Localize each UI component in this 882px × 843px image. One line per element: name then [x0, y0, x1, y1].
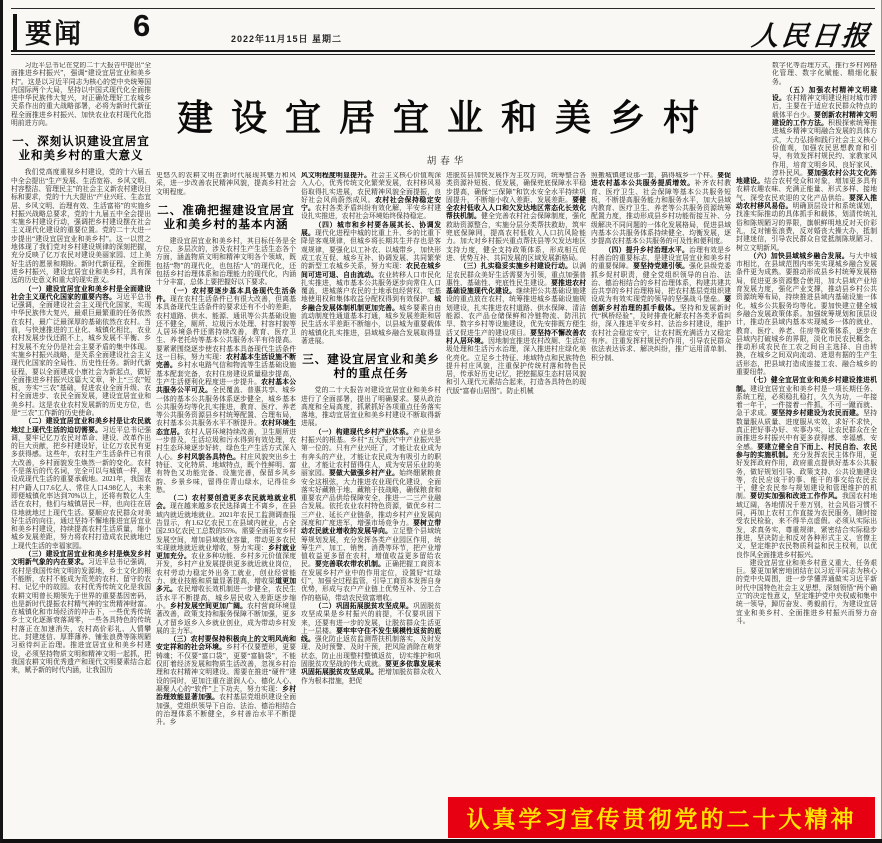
paragraph: （一）构建现代乡村产业体系。产业是乡村振兴的根基。乡村“五大振兴”中产业振兴是第一位的。只有产业兴旺了，才能让农业成为有奔头的产业，才能让农民成为有吸引力的职业，才能让农村留得住人，成为安居乐业的美丽家园。要做大做强乡村产业。始终绷紧粮食安全这根弦，大力推进农业现代化建设，全面落实好藏粮于地、藏粮于技战略，确保粮食和重要农产品供给保障安全，推进一二三产业融合发展。依托农业农村特色资源，做优乡村二三产业、延长产业链条，推动乡村产业发展向深度和广度进军，增强市场竞争力。要树立带动农民就业增收的发展导向。立足整个县域统筹规划发展，充分发挥各类产业园区作用，统筹生产、加工、销售、消费等环节，把产业增值收益更多留在农村，增值收益更多留给农民。要完善联农带农机制。正确把握工商资本在发展乡村产业中的作用定位，设置好“红绿灯”，加强全过程监管，引导工商资本发挥自身优势，形成与农户产业链上优势互补、分工合作的格局，带动农民致富增收。	[301, 428, 441, 602]
paragraph: （一）农村要逐步基本具备现代生活条件。现在农村生活条件已有很大改善，但离基本具备现代生活条件的要求还有不小的差距，农村道路、供水、能源、通讯等公共基础设施还不健全，厕所、垃圾污水处理、村容村貌等人居环境条件还需持续改善，教育、医疗卫生、养老托幼等基本公共服务水平有待提高。要紧紧围绕逐步使农村基本具备现代生活条件这一目标，努力实现：农村基本生活设施不断完善。乡村水电路气信和物流等生活基础设施基本配套完备，农村住房建设质量稳步提高，生产生活便利化程度进一步提升。农村基本公共服务公平可及。全民覆盖、普惠共享、城乡一体的基本公共服务体系逐步健全，城乡基本公共服务均等化扎实推进，教育、医疗、养老等公共服务资源县乡村统筹配置、合理布局，农村基本公共服务水平不断提升。农村环境生态宜居。农村人居环境持续改善，卫生厕所进一步普及，生活垃圾和污水得到有效处理，农村生态环境逐步好转，绿色生产生活方式深入人心。乡村风貌各具特色。村庄风貌突出乡土特征、文化特质、地域特点，既个性鲜明、富有特色又功能完备、设施完善，保留乡风乡韵、乡景乡味，留得住青山绿水，记得住乡愁。	[156, 287, 296, 494]
paragraph: （三）农村要保持积极向上的文明风尚和安定祥和的社会环境。乡村不仅要塑形，更要铸魂；不仅要“富口袋”，更要“富脑袋”，不能仅盯着经济发展和物质生活改善，忽视乡村治理和农村精神文明建设。需要在推进“硬件”建设的同时，更加注重在滋润人心、德化人心、凝聚人心的“软件”上下功夫，努力实现：乡村治理效能显著加强。农村基层党组织建设全面加强，党组织领导下自治、法治、德治相结合的治理体系不断健全，乡村善治水平不断提升。乡	[156, 636, 296, 727]
paragraph: 我们党高度重视乡村建设，党的十六届五中全会提出“生产发展、生活宽裕、乡风文明、村容整洁、管理民主”的社会主义新农村建设目标和要求，党的十九大提出“产业兴旺、生态宜居、乡风文明、治理有效、生活富裕”的实施乡村振兴战略总要求，党的十九届五中全会提出实施乡村建设行动，强调把乡村建设摆在社会主义现代化建设的重要位置。党的二十大进一步提出“建设宜居宜业和美乡村”。这一以贯之地体现了我们党对乡村建设规律的深刻把握，充分反映了亿万农民对建设美丽家园、过上美好生活的愿景和期盼。新时代新征程，全面推进乡村振兴，建设宜居宜业和美乡村，具有深远的历史意义和重大的现实意义。	[11, 169, 151, 285]
paragraph: （一）建设宜居宜业和美乡村是全面建设社会主义现代化国家的重要内容。习近平总书记强调，全面建设社会主义现代化国家，实现中华民族伟大复兴，最艰巨最繁重的任务依然在农村，最广泛最深厚的基础依然在农村。当前，与快速推进的工业化、城镇化相比，农业农村发展步伐还跟不上，城乡发展不平衡、乡村发展不充分仍是社会主要矛盾的集中体现。实施乡村振兴战略，是关系全面建设社会主义现代化国家的全局性、历史性任务。新时代新征程，要以全面建成小康社会为新起点，做好全面推进乡村振兴这篇大文章，补上“三农”短板，夯实“三农”基础，促进农业全面升级、农村全面进步、农民全面发展，建设宜居宜业和美乡村。这是农业农村发展新的历史方位，也是“三农”工作新的历史使命。	[11, 285, 151, 417]
body-column-6	[736, 62, 877, 792]
paragraph: 照搬城镇建设那一套，搞得城乡一个样。要促进农村基本公共服务提质增效。补齐农村教育、医疗卫生、社会保障等基本公共服务短板，不断提高服务能力和服务水平，加大县域内教育、医疗卫生、养老等公共服务资源统筹配置力度，推动形成县乡村功能衔接互补、分级解决不同问题的一体化发展格局，促进县域内基本公共服务体系持续健全、均衡发展，逐步提高农村基本公共服务的可及性和便利度。	[591, 172, 731, 246]
paragraph: （四）提升乡村治理水平。治理有效是乡村善治的重要标志，是建设宜居宜业和美乡村的重要保障。要坚持党建引领。强化县级党委抓乡促村职责，健全党组织领导的自治、法治、德治相结合的乡村治理体系，构建共建共治共享的乡村治理格局，把农村基层党组织建设成为有效实现党的领导的坚强战斗堡垒。要创新乡村治理的抓手载体。坚持和发展新时代“枫桥经验”，及时排查化解农村各类矛盾纠纷，深入推进平安乡村、法治乡村建设，维护农村社会稳定安宁，让农村既充满活力又稳定有序。注重发挥村规民约作用，引导农民群众依法表达诉求、解决纠纷，推广运用清单制、积分制、	[591, 246, 731, 362]
paragraph: （三）扎实稳妥实施乡村建设行动。以满足农民群众美好生活需要为引领，重点加强普惠性、基础性、兜底性民生建设。要推进农村基础设施现代化建设。继续把公共基础设施建设的重点放在农村，统筹推进城乡基础设施规划建设，扎实推进农村道路、供水保障、清洁能源、农产品仓储保鲜和冷链物流、防汛抗旱、数字乡村等设施建设，优先安排既方便生活又促进生产的建设项目。要坚持不懈改善农村人居环境。因地制宜推进农村改厕、生活垃圾处理和生活污水治理，深入推进村庄绿化美化亮化。立足乡土特征、地域特点和民族特色提升村庄风貌，注重保护传统村落和特色民居，传承好历史记忆，把挖掘原生态村居风貌和引入现代元素结合起来，打造各具特色的现代版“富春山居图”。防止机械	[446, 263, 586, 395]
paragraph: （六）加快县域城乡融合发展。与大中城市相比，在县域范围内率先实现城乡融合发展条件更为成熟。要推动形成县乡村统筹发展格局，促进更多资源整合使用，加大县域产业培育发展力度，强化产业支撑，推动县乡村公共资源统筹布局，持续推进县域内基础设施一体化，城乡公共服务均等化。要加快建立健全城乡融合发展政策体系。加强统筹规划和顶层设计，推动在县域内基本实现城乡一体的就业、教育、医疗、养老、住房等政策体系，逐步在县域内打破城乡的界限，淡化市民农民概念，推动形成农民在工农之间自主选择、自由转换，在城乡之间双向流动、进退有据的生产生活形态，把县域打造成连接工农、融合城乡的重要纽带。	[736, 252, 877, 376]
paragraph: （五）加强农村精神文明建设。农村精神文明建设相对城市滞后，主要在于适应农民群众特点的载体平台少。要创新农村精神文明建设的工作方法。积极探索统筹推进城乡精神文明融合发展的具体方式，大力弘扬和践行社会主义核心价值观，加强农民思想教育和引导，有效发挥村规民约、家教家风作用，培育文明乡风、良好家风、淳朴民风。要加强农村公共文化阵地建设。结合农村受众和对象，增加更多具有农耕农趣农味、充满正能量、形式多样、接地气、深受农民欢迎的文化产品供给。要深入推动农村移风易俗。明确顶层设计和系统谋划，找准实际推动的具体抓手和载体，划清传统礼俗和陈规陋习的界限，旗帜鲜明地反对天价彩礼，反对铺张浪费，反对婚丧大操大办，抵制封建迷信，引导农民群众自觉抵制陈规陋习、树立文明新风。	[736, 86, 877, 252]
article-title: 建设宜居宜业和美乡村	[176, 97, 717, 138]
paragraph: （四）城市和乡村要各展其长、协调发展。现代化进程中城的比重上升、乡的比重下降是客观规律，但城乡将长期共生并存也是客观规律，要强化以工补农、以城带乡，加快形成工农互促、城乡互补、协调发展、共同繁荣的新型工农城乡关系，努力实现：农民在城乡间可进可退、自由流动。农业转移人口市民化扎实推进，城市基本公共服务逐步向常住人口覆盖，进城落户农民的土地承包经营权、宅基地使用权和集体收益分配权得到有效保护。城乡融合发展体制机制更加完善。城乡要素自由流动制度性通道基本打通，城乡发展差距和居民生活水平差距不断缩小，以县城为重要载体的城镇化扎实推进，县域城乡融合发展取得显著进展。	[301, 221, 441, 345]
paragraph: 党的二十大报告对建设宜居宜业和美乡村进行了全面部署，提出了明确要求。要从政治高度和全局高度，抓紧抓好各项重点任务落实落地，推动宜居宜业和美乡村建设不断取得新进展。	[301, 387, 441, 428]
paragraph: （七）健全宜居宜业和美乡村建设推进机制。建设宜居宜业和美乡村是一项长期任务、系统工程，必须稳扎稳打，久久为功，一年接着一年干，一件接着一件抓，不可一蹴而就、急于求成。要坚持乡村建设为农民而建。坚持数量服从质量、进度服从实效，求好不求快，真正把好事办好、实事办实，让农民群众在全面推进乡村振兴中有更多获得感、幸福感、安全感。要建立健全自下而上、村民自治、农民参与的实施机制。充分发挥农民主体作用，更好发挥政府作用，政府重点提供好基本公共服务，做好规划引导、政策支持、公共设施建设等，农民应该干的事、能干的事交给农民去干，健全农民参与规划建设和管理维护的机制。要切实加强和改进工作作风。我国农村地域辽阔，各地情况千差万别，社会风俗习惯不同，再加上农村工作直接为农民服务，随时接受农民检验，来不得半点虚假。必须从实际出发，求真务实，尊重规律，紧密结合实际稳步推进，坚决防止和反对各种形式主义、官僚主义，坚定维护农民物质利益和民主权利，以优良作风全面推进乡村振兴。	[736, 377, 877, 559]
body-column-5	[591, 172, 731, 790]
paragraph: 数字化等治理方式，推行乡村网格化管理、数字化赋能、精细化服务。	[772, 62, 877, 86]
campaign-banner	[448, 797, 875, 838]
paragraph: 进脱贫县加快发展作为主攻方向，统筹整合各类资源补短板、促发展，确保兜底保障水平稳步提高，确保“三保障”和饮水安全水平持续巩固提升，不断缩小收入差距、发展差距。要健全农村低收入人口和欠发达地区常态化长效化帮扶机制。健全完善农村社会保障制度，强化救助资源整合，实施分层分类帮扶救助，筑牢兜底保障网，提高农村低收入人口抗风险能力。加大对乡村振兴重点帮扶县等欠发达地区支持力度，健全支持政策体系，形成相互促进、优势互补、共同发展的区域发展新格局。	[446, 172, 586, 262]
paragraph: 习近平总书记在党的二十大报告中提出“全面推进乡村振兴”，强调“建设宜居宜业和美乡村”。这是以习近平同志为核心的党中央统筹国内国际两个大局，坚持以中国式现代化全面推进中华民族伟大复兴，对正确处理好工农城乡关系作出的重大战略部署，必将为新时代新征程全面推进乡村振兴、加快农业农村现代化指明前进方向。	[11, 62, 151, 128]
body-column-2	[156, 172, 296, 790]
header-rule	[11, 50, 875, 52]
headline-block	[153, 62, 741, 170]
masthead-logo: 人民日报	[750, 21, 874, 52]
paragraph: （三）建设宜居宜业和美乡村是焕发乡村文明新气象的内在要求。习近平总书记强调，农村是我国传统文明的发源地，乡土文化的根不能断，农村不能成为荒芜的农村、留守的农村、记忆中的故园。农村优秀传统文化是我国农耕文明曾长期领先于世界的重要基因密码，也是新时代提振农村精气神的宝贵精神财富。在城镇化和市场经济的冲击下，一些优秀传统乡土文化逐渐衰落凋零，一些各具特色的传统村落正在加速消失，农村高价彩礼、人情攀比、封建迷信、厚葬薄养、铺张浪费等陈规陋习亟待纠正治理。推进宜居宜业和美乡村建设，必须坚持物质文明和精神文明一起抓，把我国农耕文明优秀遗产和现代文明要素结合起来，赋予新的时代内涵，让我国历	[11, 551, 151, 675]
headline-offset-spacer	[736, 62, 772, 172]
body-column-1	[11, 62, 151, 838]
body-column-4	[446, 172, 586, 790]
paragraph: 建设宜居宜业和美乡村意义重大、任务艰巨。要更加紧密地团结在以习近平同志为核心的党中央周围，进一步学懂弄通做实习近平新时代中国特色社会主义思想，深刻领悟“两个确立”的决定性意义，坚定维护党中央权威和集中统一领导，踔厉奋发、勇毅前行，为建设宜居宜业和美乡村、全面推进乡村振兴而努力奋斗。	[736, 559, 877, 625]
section-heading: 三、建设宜居宜业和美乡村的重点任务	[302, 354, 440, 381]
edition-date: 2022年11月15日 星期二	[231, 34, 343, 44]
section-heading: 一、深刻认识建设宜居宜业和美乡村的重大意义	[12, 136, 150, 163]
campaign-banner-text: 认真学习宣传贯彻党的二十大精神	[466, 806, 857, 832]
article-author: 胡春华	[426, 157, 468, 167]
paragraph: 风文明程度明显提升。社会主义核心价值观深入人心，优秀传统文化繁荣发展，农村移风易俗取得扎实进展，农民精神风貌全面提振，良好社会风尚蔚然成风。农村社会保持稳定安宁。农村各类矛盾纠纷有效化解，平安乡村建设扎实推进，农村社会环境始终保持稳定。	[301, 172, 441, 221]
paragraph: （二）农村要创造更多农民就地就业机会。现在越来越多农民选择离土不离乡，在县域内就近就地就业。2021年农民工监测调查报告显示，有1.62亿农民工在县域内就业，占全国2.93亿农民工总数的55%。需要全面拓宽乡村发展空间，增加县域就业容量，带动更多农民实现就地就近就业增收，努力实现：乡村就业更加充分。农业多种功能、乡村多元价值深度开发，乡村产业发展提供更多就近就业岗位，农村劳动力稳定外出务工就业，创业经营能力、就业技能和质量显著提高，增收渠道更加多元。农民增收长效机制进一步健全，农民生活水平不断提高，城乡居民收入差距逐步缩小。乡村发展空间更加广阔。农村营商环境显著改善，政策支持和服务保障不断加强，更多人才留乡返乡入乡就业创业，成为带动乡村发展的主力军。	[156, 495, 296, 635]
section-heading: 二、准确把握建设宜居宜业和美乡村的基本内涵	[157, 204, 295, 231]
header-corner-bar	[13, 14, 17, 50]
paragraph: 建设宜居宜业和美乡村，其目标任务是全方位、多层次的，涉及农村生产生活生态各个方面，涵盖物质文明和精神文明各个领域，既包括“物”的现代化，也包括“人”的现代化，还包括乡村治理体系和治理能力的现代化，内涵十分丰富，总体上要把握好以下要求。	[156, 237, 296, 287]
paragraph: （二）巩固拓展脱贫攻坚成果。巩固脱贫攻坚成果是乡村振兴的前提，不仅要巩固下来，还要有进一步的发展，让脱贫群众生活更上一层楼。要牢牢守住不发生规模性返贫的底线。强化防止返贫监测帮扶机制落实，及时发现、及时预警、及时干预，把风险消除在萌芽状态，防止出现整村整镇返贫，切实维护和巩固脱贫攻坚战的伟大成就。要更多依靠发展来巩固拓展脱贫攻坚成果。把增加脱贫群众收入作为根本措施，把促	[301, 602, 441, 685]
page-number: 6	[133, 8, 151, 43]
paragraph: （二）建设宜居宜业和美乡村是让农民就地过上现代生活的迫切需要。习近平总书记强调，要牢记亿万农民对革命、建设、改革作出的巨大贡献，把乡村建设好，让亿万农民有更多获得感。这些年，农村生产生活条件已有很大改善，乡村面貌发生焕然一新的变化。农村不是落后的代名词，完全可以与城镇一样，建设成现代生活的重要承载地。2021年，我国农村户籍人口7.6亿人、常住人口4.98亿人，未来即便城镇化率达到70%以上，还将有数亿人生活在农村，他们与城镇居民一样，也向往在居住地就地过上现代生活。要顺应农民群众对美好生活的向往，通过坚持不懈地推进宜居宜业和美乡村建设，持续提高农村生活质量，缩小城乡发展差距，努力将农村打造成农民就地过上现代生活的幸福家园。	[11, 418, 151, 550]
body-column-3	[301, 172, 441, 790]
section-label: 要闻	[25, 19, 83, 49]
header-rule-thin	[11, 54, 875, 55]
paragraph: 史悠久的农耕文明在新时代展现其魅力和风采，进一步改善农民精神风貌，提高乡村社会文明程度。	[156, 172, 296, 196]
